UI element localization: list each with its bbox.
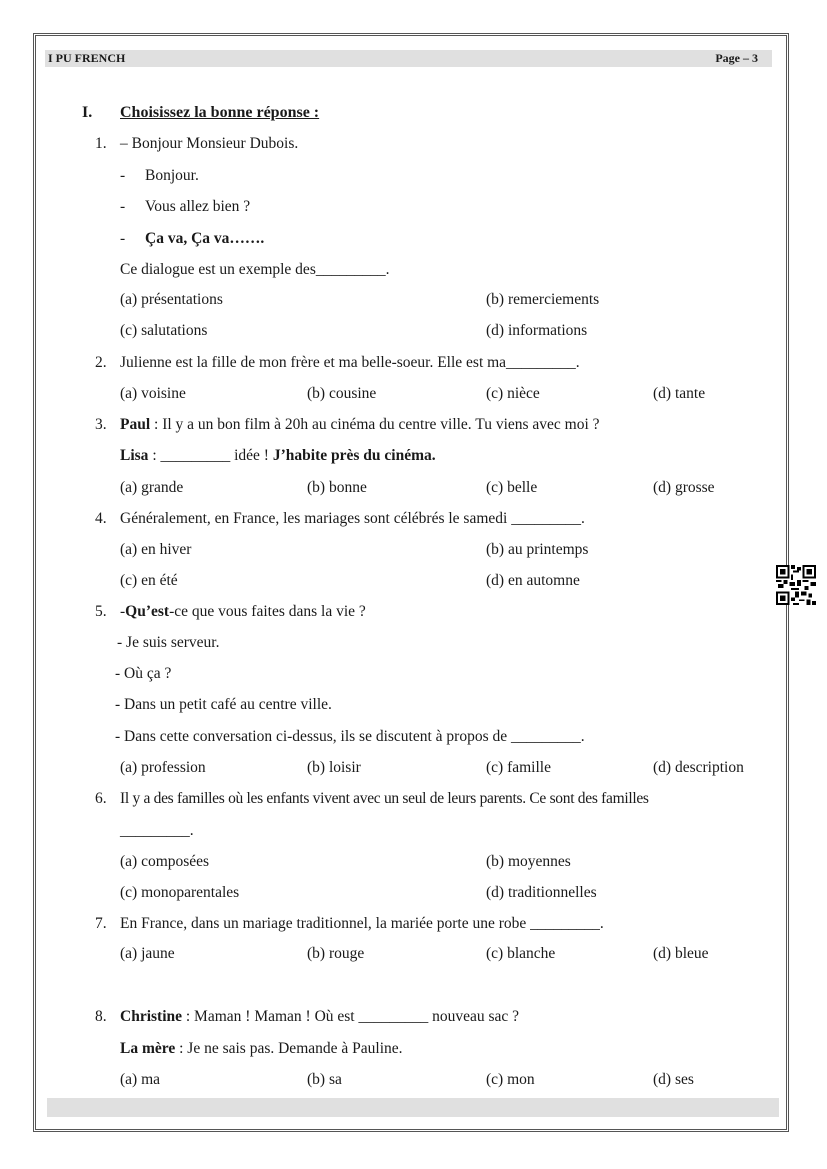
dialogue-line: - Où ça ?	[115, 665, 172, 682]
question-text: Julienne est la fille de mon frère et ma belle-soeur. Elle est ma_________.	[120, 354, 580, 371]
page-header	[45, 50, 772, 67]
dialogue-line: - Dans un petit café au centre ville.	[115, 696, 332, 713]
question-text	[120, 603, 366, 621]
option-c[interactable]: (c) monoparentales	[120, 884, 240, 901]
question-text-bold: Qu’est	[125, 603, 170, 620]
question-text	[120, 1008, 519, 1026]
question-text: – Bonjour Monsieur Dubois.	[120, 135, 299, 152]
question-text-continued: _________.	[120, 822, 194, 839]
speaker-line: : Je ne sais pas. Demande à Pauline.	[175, 1040, 403, 1057]
option-b[interactable]: (b) sa	[307, 1071, 342, 1088]
header-subject: I PU FRENCH	[48, 51, 126, 65]
dialogue-dash: -	[120, 230, 126, 247]
option-a[interactable]: (a) en hiver	[120, 541, 192, 558]
option-a[interactable]: (a) composées	[120, 853, 210, 870]
question-number: 4.	[95, 510, 107, 527]
section-number: I.	[82, 104, 93, 121]
speaker-line: : Il y a un bon film à 20h au cinéma du centre ville. Tu viens avec moi ?	[150, 416, 600, 433]
option-d[interactable]: (d) informations	[486, 322, 588, 339]
option-c[interactable]: (c) en été	[120, 572, 178, 589]
dialogue-line: Bonjour.	[145, 167, 199, 184]
qr-code-icon	[776, 565, 816, 605]
question-number: 1.	[95, 135, 107, 152]
question-number: 5.	[95, 603, 107, 620]
option-a[interactable]: (a) jaune	[120, 945, 175, 962]
question-number: 6.	[95, 790, 107, 807]
option-c[interactable]: (c) famille	[486, 759, 551, 776]
option-d[interactable]: (d) bleue	[653, 945, 709, 962]
option-a[interactable]: (a) grande	[120, 479, 184, 496]
option-b[interactable]: (b) loisir	[307, 759, 361, 776]
dialogue-line: Ça va, Ça va…….	[145, 230, 265, 247]
option-b[interactable]: (b) cousine	[307, 385, 377, 402]
option-a[interactable]: (a) ma	[120, 1071, 161, 1088]
header-page-number: Page – 3	[715, 51, 758, 65]
question-number: 7.	[95, 915, 107, 932]
option-a[interactable]: (a) profession	[120, 759, 206, 776]
speaker-name: Christine	[120, 1008, 182, 1025]
option-b[interactable]: (b) bonne	[307, 479, 367, 496]
question-text	[120, 1040, 403, 1058]
option-d[interactable]: (d) ses	[653, 1071, 694, 1088]
option-d[interactable]: (d) grosse	[653, 479, 715, 496]
question-text	[120, 447, 436, 465]
option-a[interactable]: (a) voisine	[120, 385, 186, 402]
section-title: Choisissez la bonne réponse :	[120, 104, 320, 121]
question-text: En France, dans un mariage traditionnel, la mariée porte une robe _________.	[120, 915, 604, 932]
speaker-line: : _________ idée !	[148, 447, 273, 464]
question-prompt: Ce dialogue est un exemple des_________.	[120, 261, 390, 278]
option-c[interactable]: (c) nièce	[486, 385, 540, 402]
question-prompt: - Dans cette conversation ci-dessus, ils se discutent à propos de _________.	[115, 728, 585, 745]
speaker-name: Lisa	[120, 447, 149, 464]
question-number: 8.	[95, 1008, 107, 1025]
question-text: Généralement, en France, les mariages sont célébrés le samedi _________.	[120, 510, 585, 527]
option-d[interactable]: (d) description	[653, 759, 744, 776]
question-number: 3.	[95, 416, 107, 433]
option-d[interactable]: (d) traditionnelles	[486, 884, 597, 901]
option-b[interactable]: (b) remerciements	[486, 291, 600, 308]
option-c[interactable]: (c) salutations	[120, 322, 208, 339]
speaker-name: Paul	[120, 416, 151, 433]
dialogue-dash: -	[120, 603, 126, 620]
page-footer-bar	[47, 1098, 779, 1117]
speaker-line: : Maman ! Maman ! Où est _________ nouveau sac ?	[182, 1008, 520, 1025]
dialogue-dash: -	[120, 198, 126, 215]
option-b[interactable]: (b) rouge	[307, 945, 365, 962]
option-c[interactable]: (c) mon	[486, 1071, 535, 1088]
dialogue-line: - Je suis serveur.	[117, 634, 220, 651]
option-d[interactable]: (d) en automne	[486, 572, 580, 589]
question-text: Il y a des familles où les enfants vivent avec un seul de leurs parents. Ce sont des familles	[120, 790, 649, 807]
option-d[interactable]: (d) tante	[653, 385, 706, 402]
dialogue-line: Vous allez bien ?	[145, 198, 251, 215]
option-b[interactable]: (b) moyennes	[486, 853, 571, 870]
option-b[interactable]: (b) au printemps	[486, 541, 589, 558]
speaker-name: La mère	[120, 1040, 176, 1057]
question-number: 2.	[95, 354, 107, 371]
option-c[interactable]: (c) blanche	[486, 945, 556, 962]
speaker-line-bold: J’habite près du cinéma.	[272, 447, 436, 464]
option-a[interactable]: (a) présentations	[120, 291, 223, 308]
option-c[interactable]: (c) belle	[486, 479, 538, 496]
question-text	[120, 416, 600, 434]
question-text-rest: -ce que vous faites dans la vie ?	[169, 603, 366, 620]
dialogue-dash: -	[120, 167, 126, 184]
